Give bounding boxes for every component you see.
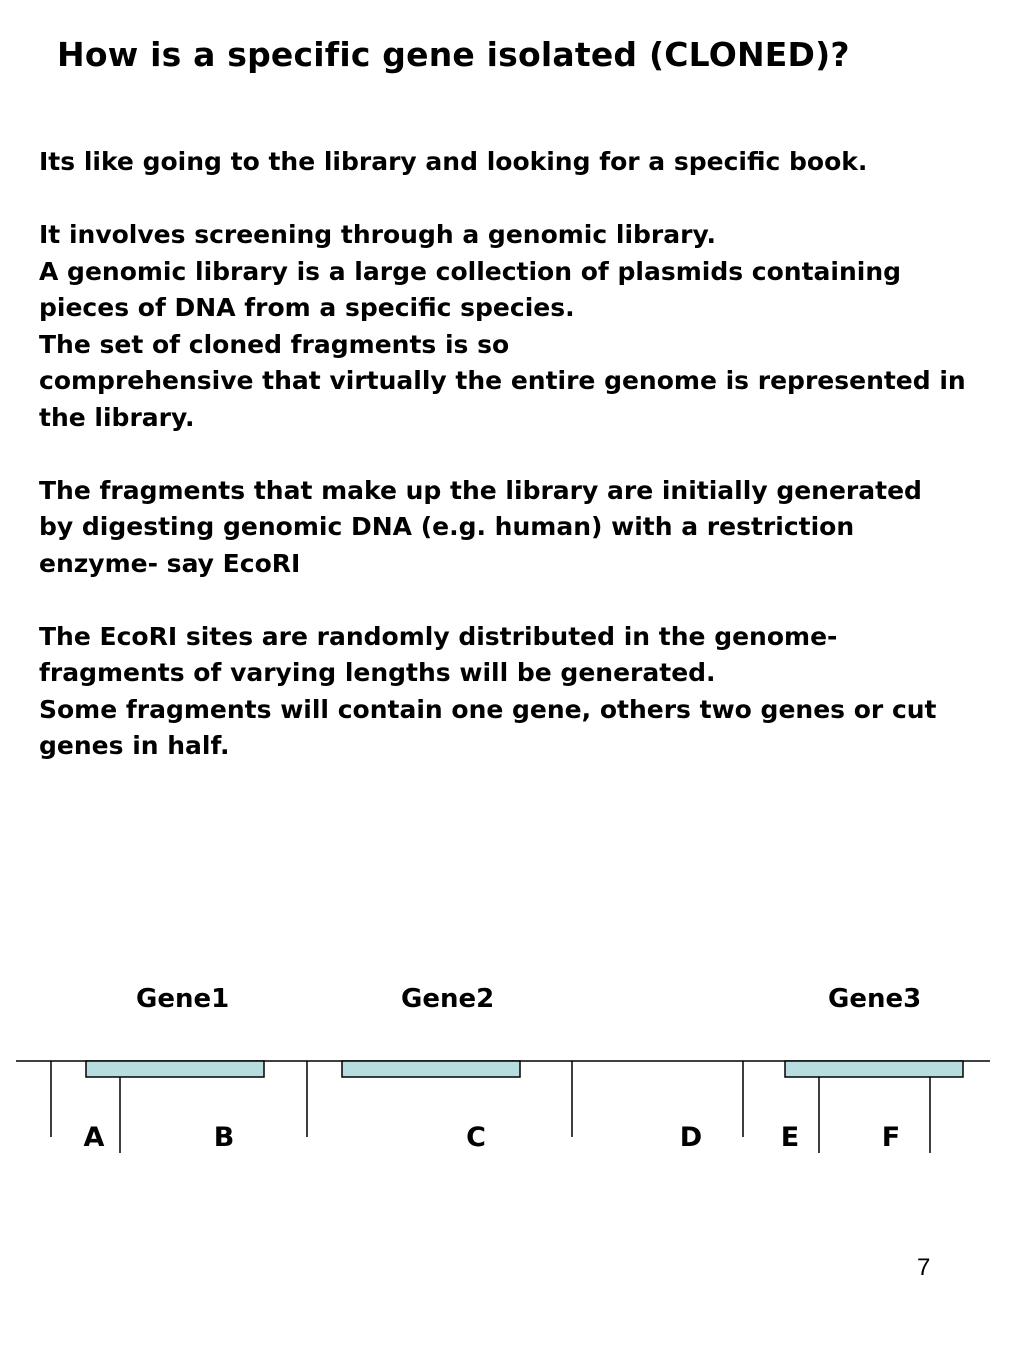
text-line: The fragments that make up the library are initially generated <box>39 475 922 505</box>
page-number: 7 <box>917 1254 931 1281</box>
text-line: The set of cloned fragments is so <box>39 329 510 359</box>
gene-label-2: Gene2 <box>401 984 495 1014</box>
text-line: enzyme- say EcoRI <box>39 548 301 578</box>
gene-label-3: Gene3 <box>828 984 922 1014</box>
gene-fragment-diagram <box>0 960 1024 1180</box>
gene-label-1: Gene1 <box>136 984 230 1014</box>
fragment-label-e: E <box>780 1122 800 1153</box>
text-line: It involves screening through a genomic library. <box>39 220 716 249</box>
text-line: genes in half. <box>39 731 230 760</box>
text-line: pieces of DNA from a specific species. <box>39 293 575 322</box>
fragment-label-f: F <box>881 1122 901 1153</box>
fragment-label-d: D <box>679 1122 703 1153</box>
text-line: The EcoRI sites are randomly distributed in the genome- <box>39 621 838 651</box>
text-line: the library. <box>39 402 195 432</box>
text-line: A genomic library is a large collection of plasmids containing <box>39 256 902 286</box>
fragment-label-a: A <box>83 1122 105 1153</box>
gene-box-2 <box>342 1061 520 1077</box>
text-line: fragments of varying lengths will be generated. <box>39 658 716 687</box>
text-line: Some fragments will contain one gene, others two genes or cut <box>39 694 937 724</box>
text-line: by digesting genomic DNA (e.g. human) with a restriction <box>39 512 855 541</box>
gene-fragment-svg <box>0 960 1024 1180</box>
fragment-label-c: C <box>466 1122 486 1153</box>
body-text <box>39 144 1014 765</box>
fragment-label-b: B <box>213 1122 235 1153</box>
text-line: Its like going to the library and looking for a specific book. <box>39 147 868 176</box>
gene-box-1 <box>86 1061 264 1077</box>
page-title: How is a specific gene isolated (CLONED)? <box>57 35 850 74</box>
gene-box-3 <box>785 1061 963 1077</box>
text-line: comprehensive that virtually the entire genome is represented in <box>39 366 966 395</box>
